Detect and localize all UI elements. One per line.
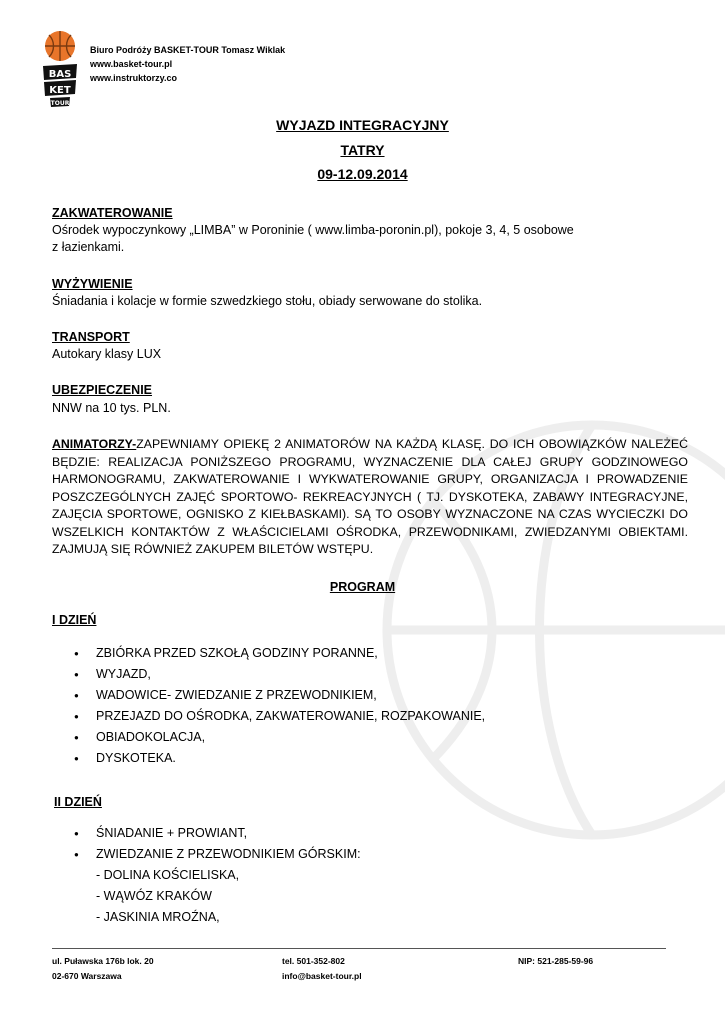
list-item: ● OBIADOKOLACJA, bbox=[52, 727, 485, 748]
transport-heading: TRANSPORT bbox=[52, 330, 130, 344]
svg-text:TOUR: TOUR bbox=[50, 100, 70, 107]
instructors-website-link[interactable]: www.instruktorzy.co bbox=[90, 73, 178, 83]
document-title: WYJAZD INTEGRACYJNY bbox=[276, 117, 449, 133]
accommodation-line: z łazienkami. bbox=[52, 240, 125, 254]
company-website-link[interactable]: www.basket-tour.pl bbox=[90, 59, 173, 69]
svg-text:BAS: BAS bbox=[48, 69, 72, 80]
basket-tour-logo bbox=[40, 28, 80, 108]
day2-sublist bbox=[96, 865, 239, 928]
transport-text: Autokary klasy LUX bbox=[52, 347, 162, 361]
program-heading: PROGRAM bbox=[329, 580, 396, 594]
day1-heading: I DZIEŃ bbox=[52, 613, 97, 627]
accommodation-text bbox=[52, 222, 632, 256]
svg-text:KET: KET bbox=[49, 85, 71, 96]
day1-list bbox=[52, 643, 485, 769]
footer-phone: tel. 501-352-802 bbox=[282, 956, 345, 966]
food-text: Śniadania i kolacje w formie szwedzkiego stołu, obiady serwowane do stolika. bbox=[52, 294, 483, 308]
destination-title: TATRY bbox=[340, 142, 385, 158]
accommodation-heading: ZAKWATEROWANIE bbox=[52, 206, 173, 220]
list-item: ● WYJAZD, bbox=[52, 664, 485, 685]
list-item: ● ZBIÓRKA PRZED SZKOŁĄ GODZINY PORANNE, bbox=[52, 643, 485, 664]
animators-paragraph bbox=[52, 436, 688, 559]
date-title: 09-12.09.2014 bbox=[317, 166, 408, 182]
company-header bbox=[90, 43, 285, 85]
animators-heading: ANIMATORZY- bbox=[52, 437, 137, 451]
animators-text: ZAPEWNIAMY OPIEKĘ 2 ANIMATORÓW NA KAŻDĄ KLASĘ. DO ICH OBOWIĄZKÓW NALEŻEĆ BĘDZIE: REALIZACJA PONIŻSZEGO PROGRAMU, WYZNACZENIE DLA CAŁEJ GRUPY GODZINOWEGO HARMONOGRAMU, ZAKWATEROWANIE I WYKWATEROWANIE GRUPY, ORGANIZACJA I PROWADZENIE POSZCZEGÓLNYCH ZAJĘĆ SPORTOWO- REKREACYJNYCH ( TJ. DYSKOTEKA, ZABAWY INTEGRACYJNE, ZAJĘCIA SPORTOWE, OGNISKO Z KIEŁBASKAMI). SĄ TO OSOBY WYZNACZONE NA CZAS WYCIECZKI DO WSZELKICH KONTAKTÓW Z WŁAŚCICIELAMI OŚRODKA, PRZEWODNIKAMI, ZWIEDZANYMI OBIEKTAMI. ZAJMUJĄ SIĘ RÓWNIEŻ ZAKUPEM BILETÓW WSTĘPU. bbox=[52, 437, 688, 556]
footer-street: ul. Puławska 176b lok. 20 bbox=[52, 956, 154, 966]
list-item: ● DYSKOTEKA. bbox=[52, 748, 485, 769]
sublist-item: - DOLINA KOŚCIELISKA, bbox=[96, 868, 240, 882]
food-heading: WYŻYWIENIE bbox=[52, 277, 133, 291]
footer-nip: NIP: 521-285-59-96 bbox=[518, 956, 594, 966]
list-item: ● ŚNIADANIE + PROWIANT, bbox=[52, 823, 361, 844]
list-item: ● WADOWICE- ZWIEDZANIE Z PRZEWODNIKIEM, bbox=[52, 685, 485, 706]
day2-heading: II DZIEŃ bbox=[54, 795, 102, 809]
sublist-item: - JASKINIA MROŹNA, bbox=[96, 910, 220, 924]
company-name: Biuro Podróży BASKET-TOUR Tomasz Wiklak bbox=[90, 45, 286, 55]
footer-address bbox=[52, 954, 154, 984]
footer-contact bbox=[282, 954, 362, 984]
day2-list bbox=[52, 823, 361, 865]
accommodation-line: Ośrodek wypoczynkowy „LIMBA” w Poroninie ( www.limba-poronin.pl), pokoje 3, 4, 5 osobowe bbox=[52, 223, 574, 237]
footer-divider bbox=[52, 948, 666, 949]
list-item: ● PRZEJAZD DO OŚRODKA, ZAKWATEROWANIE, ROZPAKOWANIE, bbox=[52, 706, 485, 727]
sublist-item: - WĄWÓZ KRAKÓW bbox=[96, 889, 212, 903]
insurance-heading: UBEZPIECZENIE bbox=[52, 383, 153, 397]
list-item: ● ZWIEDZANIE Z PRZEWODNIKIEM GÓRSKIM: bbox=[52, 844, 361, 865]
insurance-text: NNW na 10 tys. PLN. bbox=[52, 401, 171, 415]
footer-city: 02-670 Warszawa bbox=[52, 971, 122, 981]
footer-email-link[interactable]: info@basket-tour.pl bbox=[282, 971, 362, 981]
